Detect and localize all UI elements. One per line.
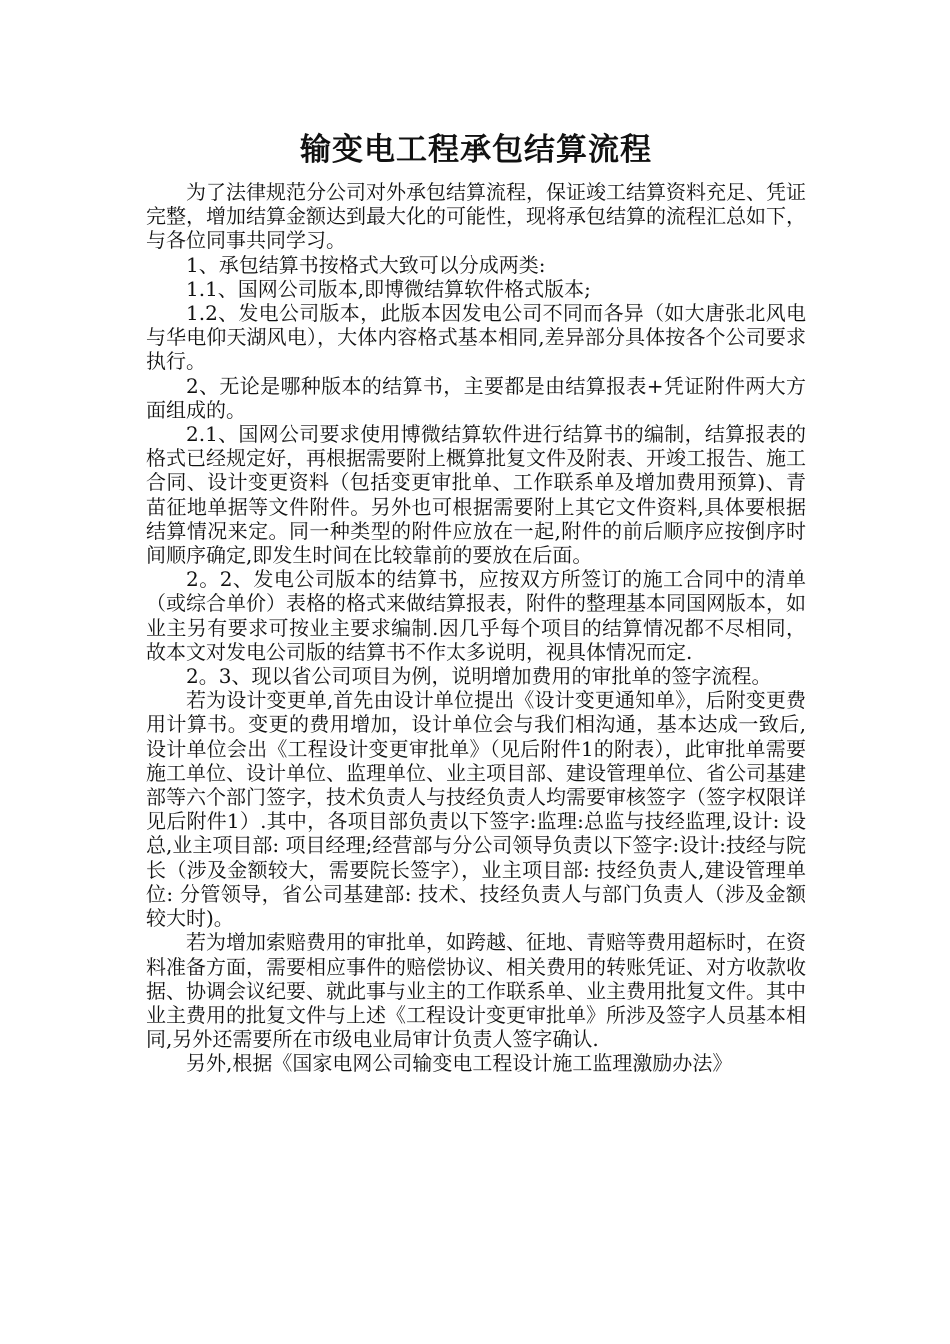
paragraph-additionally: 另外,根据《国家电网公司输变电工程设计施工监理激励办法》 (186, 1051, 733, 1076)
paragraph-intro: 为了法律规范分公司对外承包结算流程，保证竣工结算资料充足、凭证完整，增加结算金额达到最大化的可能性，现将承包结算的流程汇总如下，与各位同事共同学习。 (146, 180, 806, 253)
document-page (146, 128, 806, 1076)
paragraph-design-change: 若为设计变更单,首先由设计单位提出《设计变更通知单》，后附变更费用计算书。变更的费用增加，设计单位会与我们相沟通，基本达成一致后,设计单位会出《工程设计变更审批单》（见后附件1的附表），此审批单需要施工单位、设计单位、监理单位、业主项目部、建设管理单位、省公司基建部等六个部门签字，技术负责人与技经负责人均需要审核签字（签字权限详见后附件1）.其中，各项目部负责以下签字:监理:总监与技经监理,设计: 设总,业主项目部: 项目经理;经营部与分公司领导负责以下签字:设计:技经与院长（涉及金额较大，需要院长签字），业主项目部: 技经负责人,建设管理单位: 分管领导，省公司基建部: 技术、技经负责人与部门负责人（涉及金额较大时)。 (146, 688, 806, 931)
paragraph-section-2-2: 2。2、发电公司版本的结算书，应按双方所签订的施工合同中的清单（或综合单价）表格的格式来做结算报表，附件的整理基本同国网版本，如业主另有要求可按业主要求编制.因几乎每个项目的结算情况都不尽相同，故本文对发电公司版的结算书不作太多说明，视具体情况而定. (146, 567, 806, 664)
paragraph-section-2-1: 2.1、国网公司要求使用博微结算软件进行结算书的编制，结算报表的格式已经规定好，再根据需要附上概算批复文件及附表、开竣工报告、施工合同、设计变更资料（包括变更审批单、工作联系单及增加费用预算)、青苗征地单据等文件附件。另外也可根据需要附上其它文件资料,具体要根据结算情况来定。同一种类型的附件应放在一起,附件的前后顺序应按倒序时间顺序确定,即发生时间在比较靠前的要放在后面。 (146, 422, 806, 568)
paragraph-section-1-1: 1.1、国网公司版本,即博微结算软件格式版本; (186, 276, 591, 301)
paragraph-section-2: 2、无论是哪种版本的结算书，主要都是由结算报表+凭证附件两大方面组成的。 (146, 373, 806, 422)
paragraph-section-1: 1、承包结算书按格式大致可以分成两类: (186, 252, 546, 277)
paragraph-section-1-2: 1.2、发电公司版本，此版本因发电公司不同而各异（如大唐张北风电与华电仰天湖风电），大体内容格式基本相同,差异部分具体按各个公司要求执行。 (146, 301, 806, 374)
document-title: 输变电工程承包结算流程 (300, 132, 652, 168)
paragraph-section-2-3: 2。3、现以省公司项目为例，说明增加费用的审批单的签字流程。 (186, 664, 772, 689)
paragraph-claim-approval: 若为增加索赔费用的审批单，如跨越、征地、青赔等费用超标时，在资料准备方面，需要相应事件的赔偿协议、相关费用的转账凭证、对方收款收据、协调会议纪要、就此事与业主的工作联系单、业主费用批复文件。其中业主费用的批复文件与上述《工程设计变更审批单》所涉及签字人员基本相同,另外还需要所在市级电业局审计负责人签字确认. (146, 930, 806, 1052)
